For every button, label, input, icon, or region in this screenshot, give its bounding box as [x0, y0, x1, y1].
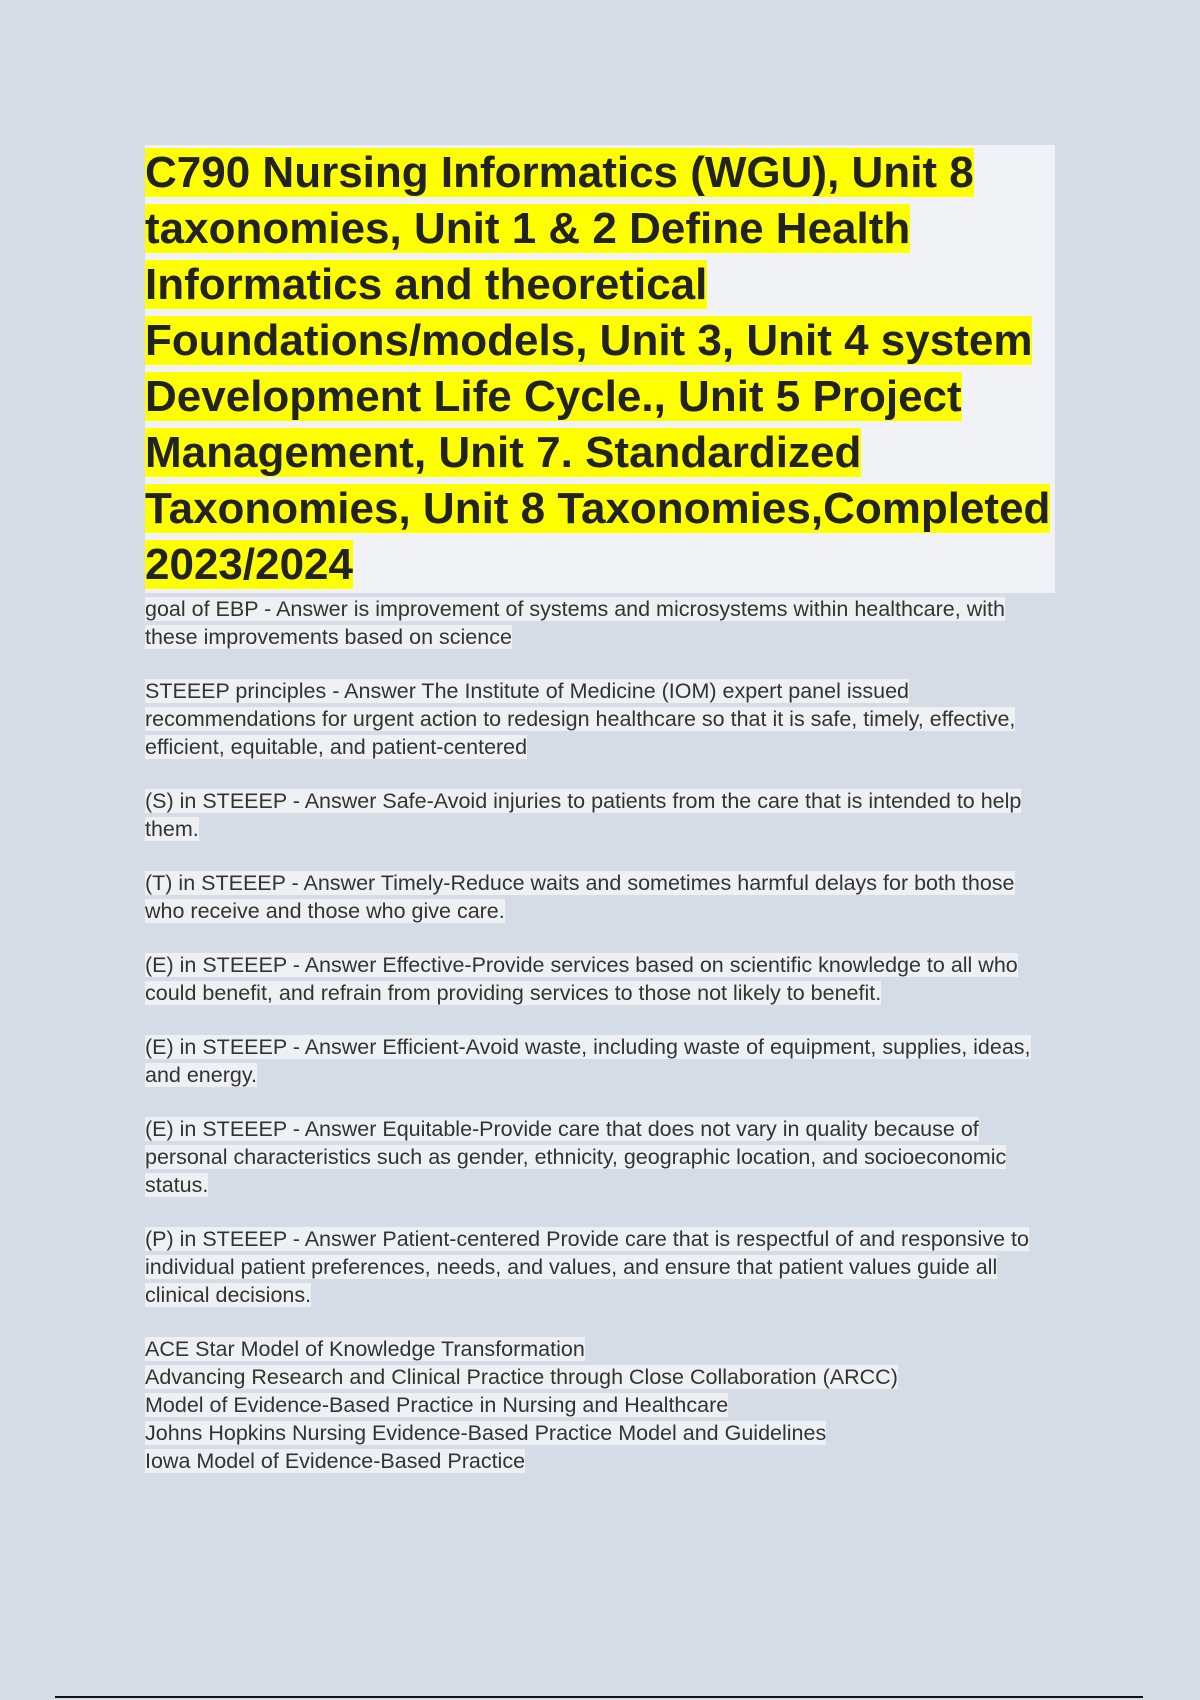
qa-item — [145, 1033, 1055, 1089]
qa-text: (P) in STEEEP - Answer Patient-centered Provide care that is respectful of and responsive to individual patient preferences, needs, and values, and ensure that patient values guide all clinical decisions. — [145, 1227, 1029, 1307]
model-text: Iowa Model of Evidence-Based Practice — [145, 1449, 526, 1473]
qa-text: goal of EBP - Answer is improvement of systems and microsystems within healthcare, with these improvements based on science — [145, 597, 1005, 649]
qa-item — [145, 677, 1055, 761]
document-title — [145, 145, 1055, 593]
model-text: Johns Hopkins Nursing Evidence-Based Practice Model and Guidelines — [145, 1421, 827, 1445]
model-item — [145, 1363, 1055, 1391]
qa-item — [145, 1225, 1055, 1309]
model-item — [145, 1447, 1055, 1475]
qa-text: (S) in STEEEP - Answer Safe-Avoid injuries to patients from the care that is intended to help them. — [145, 789, 1022, 841]
qa-item — [145, 869, 1055, 925]
qa-text: (E) in STEEEP - Answer Effective-Provide services based on scientific knowledge to all who could benefit, and refrain from providing services to those not likely to benefit. — [145, 953, 1018, 1005]
model-list — [145, 1335, 1055, 1475]
footer-divider — [55, 1696, 1143, 1698]
qa-item — [145, 1115, 1055, 1199]
qa-list — [145, 595, 1055, 1309]
model-item — [145, 1391, 1055, 1419]
title-block — [145, 145, 1055, 593]
qa-text: (T) in STEEEP - Answer Timely-Reduce waits and sometimes harmful delays for both those who receive and those who give care. — [145, 871, 1015, 923]
qa-item — [145, 595, 1055, 651]
model-item — [145, 1419, 1055, 1447]
model-text: Model of Evidence-Based Practice in Nursing and Healthcare — [145, 1393, 729, 1417]
model-text: ACE Star Model of Knowledge Transformation — [145, 1337, 585, 1361]
qa-text: (E) in STEEEP - Answer Equitable-Provide care that does not vary in quality because of personal characteristics such as gender, ethnicity, geographic location, and socioeconomic status. — [145, 1117, 1007, 1197]
model-item — [145, 1335, 1055, 1363]
qa-item — [145, 787, 1055, 843]
qa-text: (E) in STEEEP - Answer Efficient-Avoid waste, including waste of equipment, supplies, ideas, and energy. — [145, 1035, 1031, 1087]
document-content — [145, 145, 1055, 1475]
qa-text: STEEEP principles - Answer The Institute of Medicine (IOM) expert panel issued recommendations for urgent action to redesign healthcare so that it is safe, timely, effective, efficient, equitable, and patient-centered — [145, 679, 1016, 759]
model-text: Advancing Research and Clinical Practice through Close Collaboration (ARCC) — [145, 1365, 898, 1389]
document-title-text: C790 Nursing Informatics (WGU), Unit 8 taxonomies, Unit 1 & 2 Define Health Informatics and theoretical Foundations/models, Unit 3, Unit 4 system Development Life Cycle., Unit 5 Project Management, Unit 7. Standardized Taxonomies, Unit 8 Taxonomies,Completed 2023/2024 — [145, 148, 1051, 589]
qa-item — [145, 951, 1055, 1007]
